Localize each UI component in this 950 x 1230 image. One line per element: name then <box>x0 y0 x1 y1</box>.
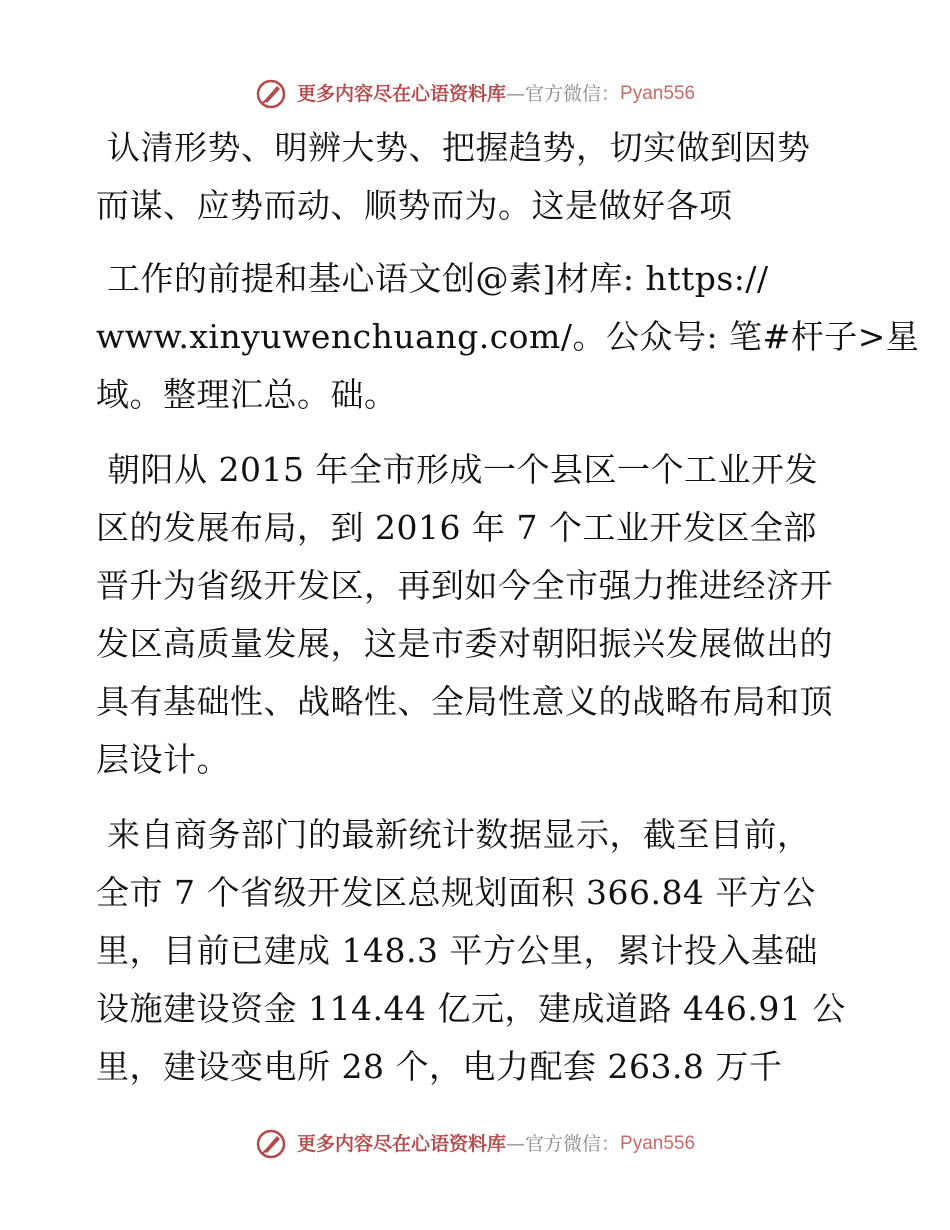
text-line: 里，建设变电所 28 个，电力配套 263.8 万千 <box>96 1047 783 1086</box>
watermark-handle: Pyan556 <box>620 1133 696 1154</box>
watermark-handle: Pyan556 <box>620 83 696 104</box>
text-line: 来自商务部门的最新统计数据显示，截至目前， <box>96 815 811 854</box>
text-line: 具有基础性、战略性、全局性意义的战略布局和顶 <box>96 682 833 721</box>
text-line: 区的发展布局，到 2016 年 7 个工业开发区全部 <box>96 508 817 547</box>
text-line: 全市 7 个省级开发区总规划面积 366.84 平方公 <box>96 873 816 912</box>
watermark-sub-text: 官方微信： <box>525 83 621 105</box>
text-line: 层设计。 <box>96 740 230 779</box>
feather-pen-logo-icon <box>255 1128 287 1160</box>
text-line: 域。整理汇总。础。 <box>96 375 398 414</box>
text-line: 设施建设资金 114.44 亿元，建成道路 446.91 公 <box>96 989 846 1028</box>
text-line: www.xinyuwenchuang.com/。公众号: 笔#杆子>星 <box>96 317 920 356</box>
text-line: 晋升为省级开发区，再到如今全市强力推进经济开 <box>96 566 833 605</box>
header-watermark <box>0 78 950 110</box>
watermark-dash: — <box>506 1133 526 1155</box>
watermark-main-text: 更多内容尽在心语资料库 <box>297 1133 507 1155</box>
watermark-dash: — <box>506 83 526 105</box>
text-line: 而谋、应势而动、顺势而为。这是做好各项 <box>96 186 733 225</box>
watermark-sub-text: 官方微信： <box>525 1133 621 1155</box>
feather-pen-logo-icon <box>255 78 287 110</box>
watermark-main-text: 更多内容尽在心语资料库 <box>297 83 507 105</box>
footer-watermark <box>0 1128 950 1160</box>
text-line: 朝阳从 2015 年全市形成一个县区一个工业开发 <box>96 450 818 489</box>
text-line: 认清形势、明辨大势、把握趋势，切实做到因势 <box>96 128 811 167</box>
text-line: 工作的前提和基心语文创@素]材库: https:// <box>96 259 769 298</box>
text-line: 里，目前已建成 148.3 平方公里，累计投入基础 <box>96 931 818 970</box>
text-line: 发区高质量发展，这是市委对朝阳振兴发展做出的 <box>96 624 833 663</box>
